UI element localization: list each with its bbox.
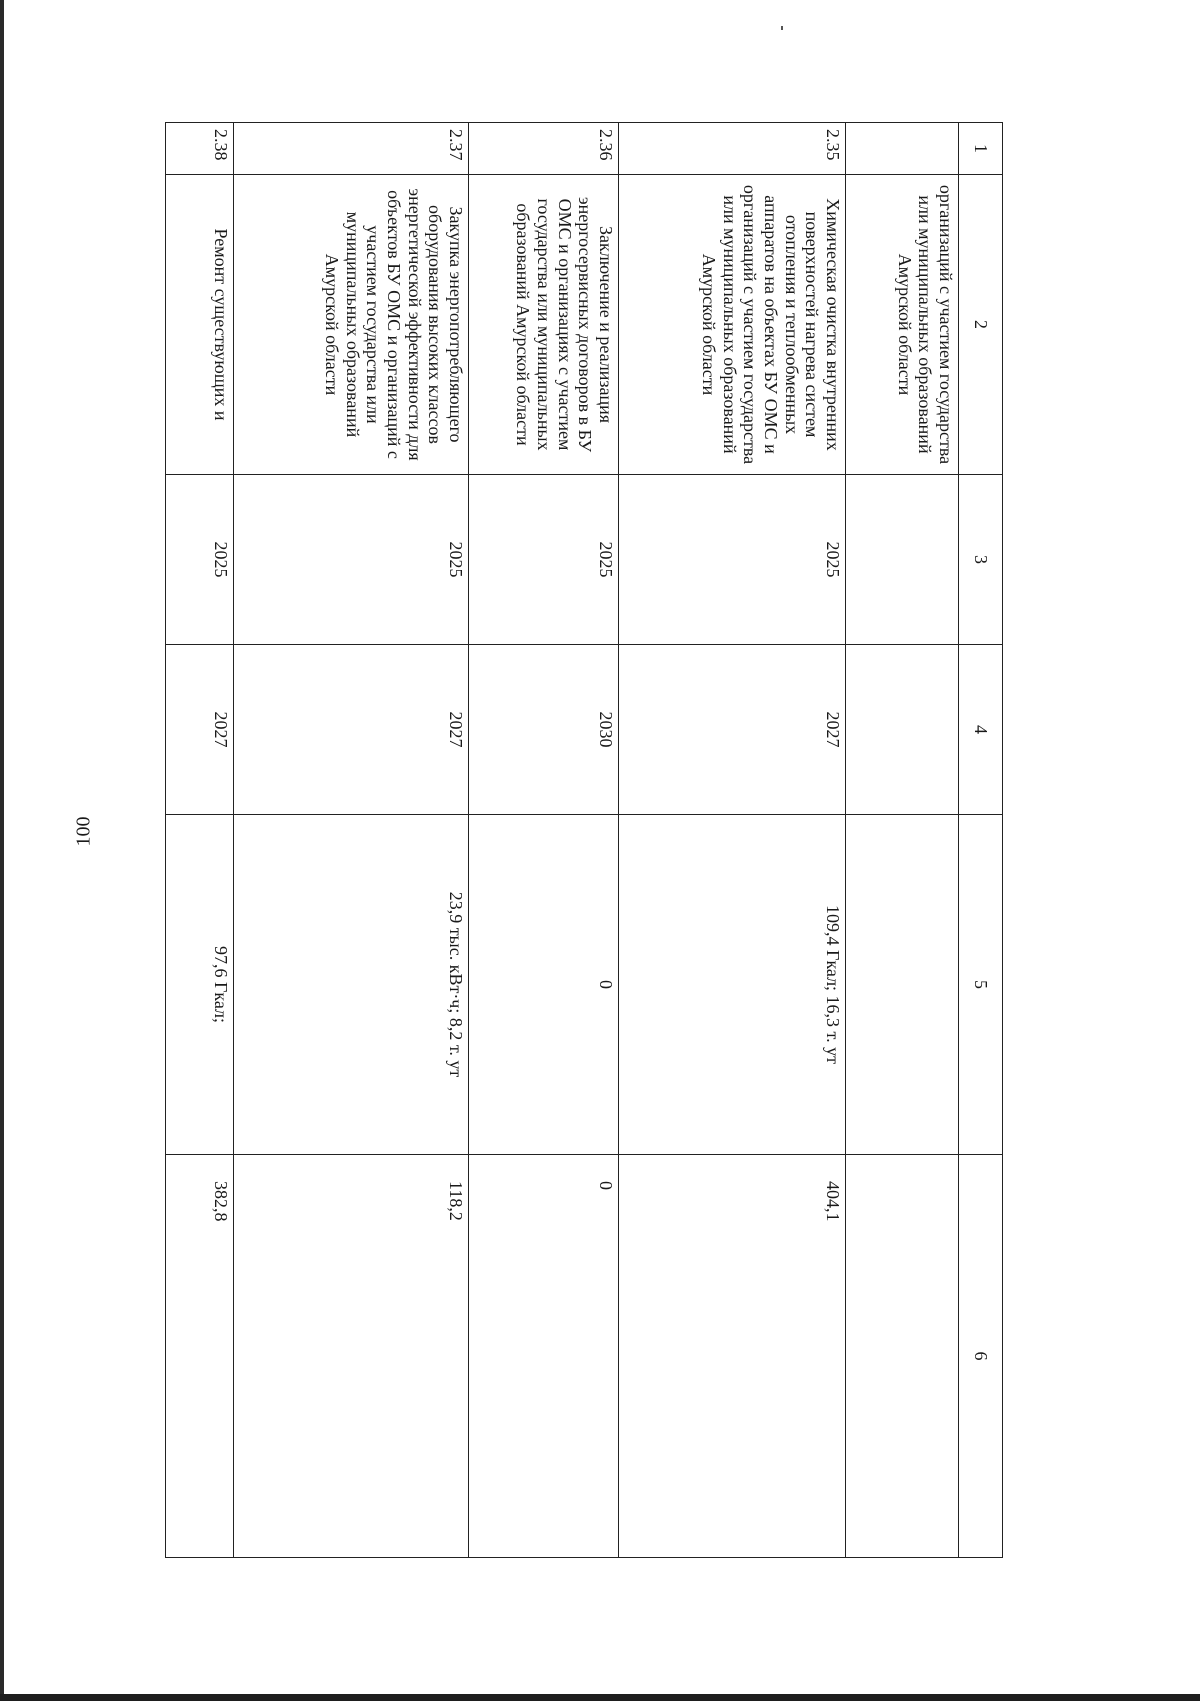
row-number: 2.38	[166, 123, 234, 175]
row-number	[846, 123, 959, 175]
start-year: 2025	[234, 475, 469, 645]
savings-effect: 109,4 Гкал; 16,3 т. ут	[619, 815, 846, 1155]
measure-description: Закупка энергопотребляющего оборудования высоких классов энергетической эффективности для объектов БУ ОМС и организаций с участием государства или муниципальных образований Амурской области	[234, 175, 469, 475]
table-row	[846, 123, 959, 1558]
cost-text: 382,8	[211, 1181, 231, 1222]
savings-effect: 23,9 тыс. кВт·ч; 8,2 т. ут	[234, 815, 469, 1155]
start-year: 2025	[469, 475, 619, 645]
measures-table	[165, 122, 1003, 1558]
cost-text: 404,1	[823, 1181, 843, 1222]
header-col-1: 1	[959, 123, 1003, 175]
table-row	[469, 123, 619, 1558]
row-number: 2.36	[469, 123, 619, 175]
header-col-3: 3	[959, 475, 1003, 645]
scan-border-left	[0, 0, 4, 1701]
cost-value	[234, 1155, 469, 1558]
header-row	[959, 123, 1003, 1558]
rotated-table-container	[166, 122, 1003, 1557]
cost-value	[166, 1155, 234, 1558]
header-col-4: 4	[959, 645, 1003, 815]
savings-effect: 0	[469, 815, 619, 1155]
table-row	[619, 123, 846, 1558]
cost-value	[469, 1155, 619, 1558]
end-year	[846, 645, 959, 815]
measure-description: Химическая очистка внутренних поверхностей нагрева систем отопления и теплообменных аппаратов на объектах БУ ОМС и организаций с участием государства или муниципальных образований Амурской области	[619, 175, 846, 475]
end-year: 2027	[234, 645, 469, 815]
savings-effect	[846, 815, 959, 1155]
page-number-text: 100	[72, 816, 95, 847]
scan-border-bottom	[0, 1694, 1200, 1701]
savings-effect: 97,6 Гкал;	[166, 815, 234, 1155]
row-number: 2.35	[619, 123, 846, 175]
start-year	[846, 475, 959, 645]
cost-value	[846, 1155, 959, 1558]
measure-description: организаций с участием государства или муниципальных образований Амурской области	[846, 175, 959, 475]
end-year: 2030	[469, 645, 619, 815]
row-number: 2.37	[234, 123, 469, 175]
start-year: 2025	[619, 475, 846, 645]
cost-value	[619, 1155, 846, 1558]
start-year: 2025	[166, 475, 234, 645]
end-year: 2027	[619, 645, 846, 815]
measure-description: Ремонт существующих и	[166, 175, 234, 475]
scan-speck	[781, 26, 783, 30]
end-year: 2027	[166, 645, 234, 815]
cost-text: 0	[596, 1181, 616, 1190]
header-col-6: 6	[959, 1155, 1003, 1558]
table-row	[234, 123, 469, 1558]
measure-description: Заключение и реализация энергосервисных договоров в БУ ОМС и организациях с участием государства или муниципальных образований Амурской области	[469, 175, 619, 475]
header-col-5: 5	[959, 815, 1003, 1155]
header-col-2: 2	[959, 175, 1003, 475]
cost-text: 118,2	[446, 1181, 466, 1221]
table-row	[166, 123, 234, 1558]
